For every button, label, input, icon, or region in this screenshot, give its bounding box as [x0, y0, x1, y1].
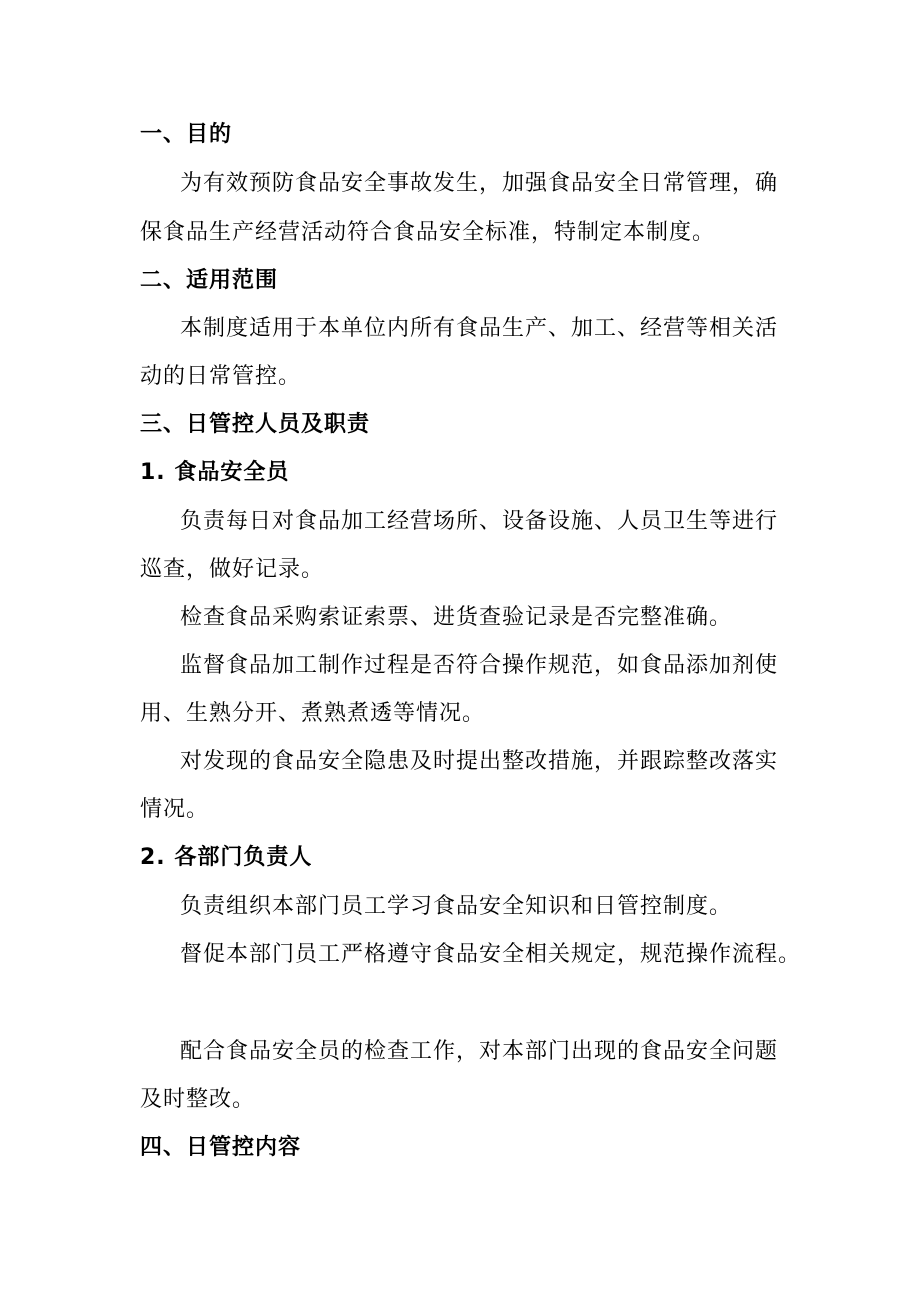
subsection-heading-food-safety-officer: 1. 食品安全员	[140, 460, 290, 485]
paragraph-line: 配合食品安全员的检查工作，对本部门出现的食品安全问题	[180, 1039, 779, 1064]
paragraph-line: 对发现的食品安全隐患及时提出整改措施，并跟踪整改落实	[180, 749, 779, 774]
paragraph-line: 负责每日对食品加工经营场所、设备设施、人员卫生等进行	[180, 509, 779, 534]
section-heading-personnel: 三、日管控人员及职责	[140, 412, 371, 437]
section-heading-daily-control-content: 四、日管控内容	[140, 1135, 302, 1160]
subsection-heading-department-heads: 2. 各部门负责人	[140, 845, 313, 870]
paragraph-line: 及时整改。	[140, 1087, 256, 1112]
paragraph-line: 巡查，做好记录。	[140, 557, 325, 582]
paragraph-line: 本制度适用于本单位内所有食品生产、加工、经营等相关活	[180, 316, 779, 341]
paragraph-line: 用、生熟分开、煮熟煮透等情况。	[140, 701, 486, 726]
section-heading-scope: 二、适用范围	[140, 268, 279, 293]
paragraph-line: 负责组织本部门员工学习食品安全知识和日管控制度。	[180, 894, 733, 919]
section-heading-purpose: 一、目的	[140, 122, 233, 147]
paragraph-line: 督促本部门员工严格遵守食品安全相关规定，规范操作流程。	[180, 942, 802, 967]
paragraph-line: 保食品生产经营活动符合食品安全标准，特制定本制度。	[140, 220, 716, 245]
paragraph-line: 情况。	[140, 797, 210, 822]
paragraph-line: 监督食品加工制作过程是否符合操作规范，如食品添加剂使	[180, 653, 779, 678]
paragraph-line: 为有效预防食品安全事故发生，加强食品安全日常管理，确	[180, 171, 779, 196]
paragraph-line: 检查食品采购索证索票、进货查验记录是否完整准确。	[180, 605, 733, 630]
paragraph-line: 动的日常管控。	[140, 364, 302, 389]
